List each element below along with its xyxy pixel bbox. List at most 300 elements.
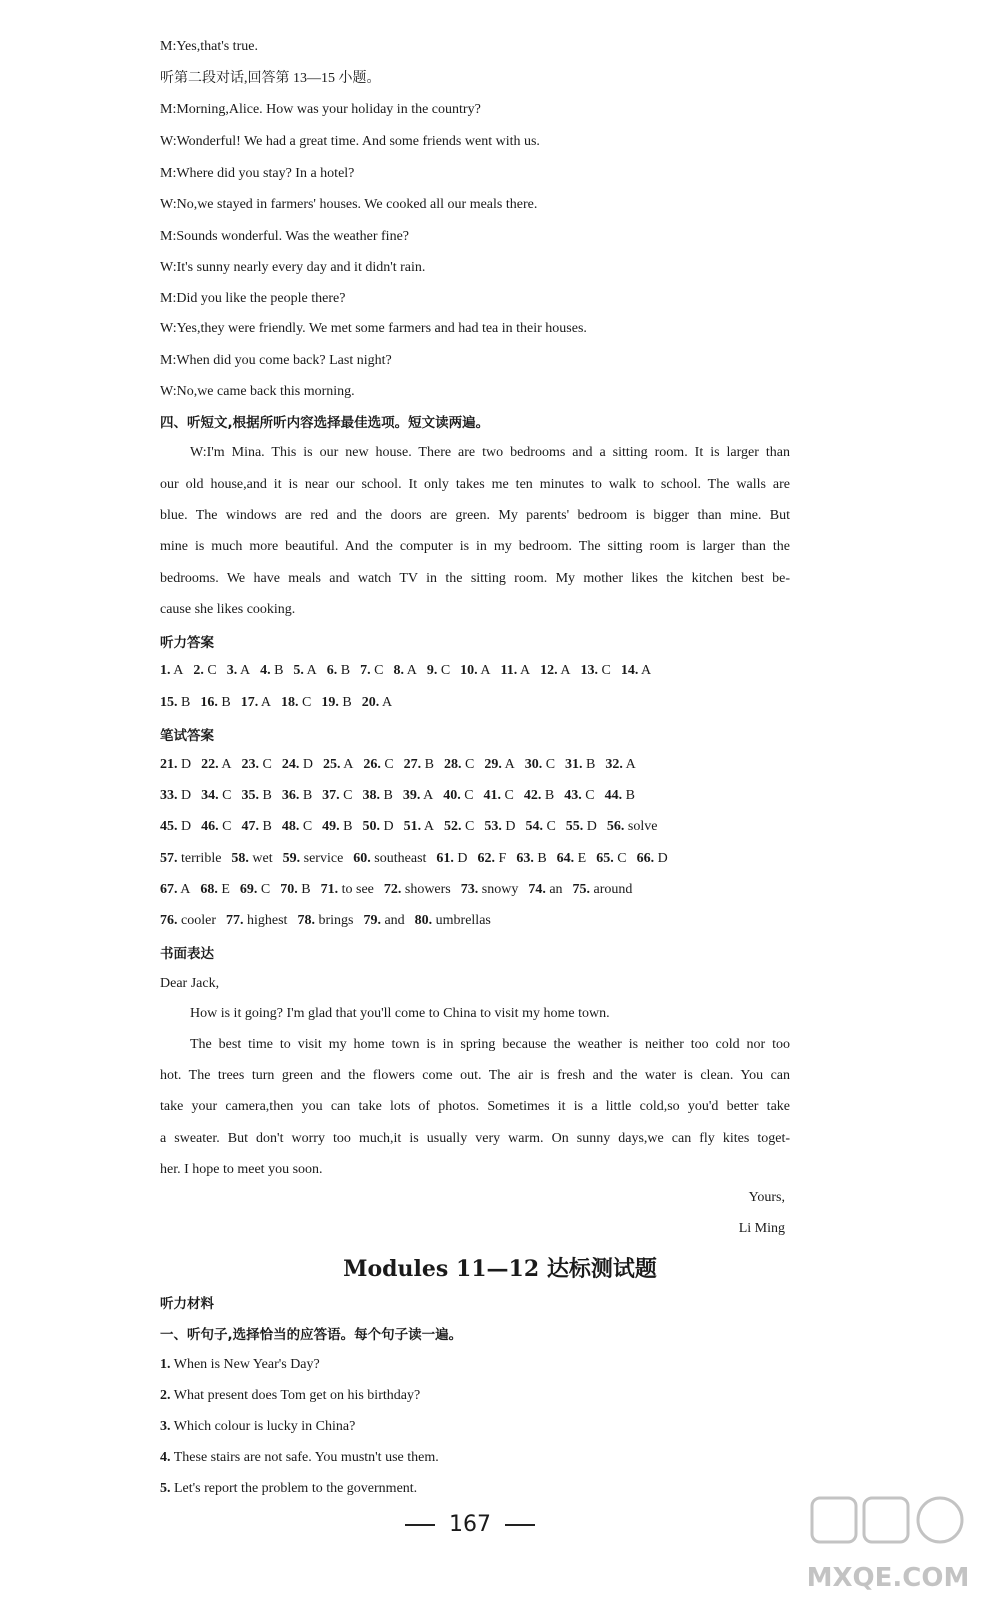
question-number: 34. — [201, 788, 219, 803]
listening-answer-item — [580, 662, 610, 680]
written-answer-item — [564, 787, 594, 805]
answer-value: C — [465, 757, 475, 772]
question-number: 58. — [231, 851, 249, 866]
written-answer-item — [282, 818, 312, 836]
question-number: 4. — [260, 663, 271, 678]
answer-value: A — [406, 663, 417, 678]
written-answer-item — [484, 818, 515, 836]
question-number: 48. — [281, 819, 300, 834]
written-answer-item — [444, 756, 474, 774]
watermark-logo — [804, 1492, 972, 1596]
question-number: 15. — [160, 695, 178, 710]
written-answer-item — [404, 818, 434, 836]
written-answer-item — [443, 787, 473, 805]
answer-value: C — [262, 757, 272, 772]
answer-value: D — [505, 819, 516, 834]
question-item — [160, 1356, 320, 1374]
answer-value: B — [262, 819, 272, 834]
passage-line: W:I'm Mina. This is our new house. There are two bedrooms and a sitting room. It is larger than — [190, 445, 790, 460]
written-answer-item — [528, 881, 562, 899]
passage-line: our old house,and it is near our school. It only takes me ten minutes to walk to school. The walls are — [160, 477, 790, 492]
question-number: 63. — [516, 851, 534, 866]
answer-value: C — [260, 882, 271, 897]
answer-value: C — [207, 663, 217, 678]
module-title: Modules 11—12 达标测试题 — [343, 1256, 657, 1282]
letter-body-line: her. I hope to meet you soon. — [160, 1162, 323, 1177]
question-number: 7. — [360, 663, 371, 678]
letter-greeting: Dear Jack, — [160, 976, 220, 991]
written-answer-item — [565, 756, 595, 774]
answer-value: wet — [252, 851, 273, 866]
letter-closing: Yours, — [748, 1190, 785, 1205]
answer-value: around — [593, 882, 633, 897]
answer-value: umbrellas — [435, 913, 491, 928]
answer-value: D — [586, 819, 597, 834]
answer-value: A — [504, 757, 515, 772]
written-answer-item — [160, 850, 221, 868]
question-number: 12. — [540, 663, 558, 678]
answer-value: E — [577, 851, 587, 866]
question-text: These stairs are not safe. You mustn't use them. — [173, 1450, 439, 1465]
question-number: 46. — [201, 819, 219, 834]
answer-value: southeast — [374, 851, 427, 866]
question-number: 6. — [326, 663, 338, 678]
answer-value: B — [342, 695, 352, 710]
dialogue-line: M:When did you come back? Last night? — [160, 353, 392, 368]
listening-material-heading: 听力材料 — [160, 1296, 214, 1312]
answer-value: C — [384, 757, 394, 772]
dialogue-line: W:No,we came back this morning. — [160, 384, 355, 399]
answer-value: D — [181, 788, 192, 803]
listening-answer-item — [501, 662, 531, 680]
written-answer-item — [607, 818, 658, 836]
written-answer-item — [322, 787, 352, 805]
dialogue-line: W:Yes,they were friendly. We met some farmers and had tea in their houses. — [160, 321, 587, 336]
written-answer-item — [282, 756, 313, 774]
question-number: 10. — [460, 663, 478, 678]
answer-value: C — [374, 663, 384, 678]
written-answer-item — [524, 787, 554, 805]
answer-value: A — [641, 663, 652, 678]
listening-answer-item — [200, 694, 230, 712]
question-number: 1. — [160, 1357, 171, 1372]
answer-value: B — [221, 695, 231, 710]
question-text: Which colour is lucky in China? — [173, 1419, 356, 1434]
answer-value: B — [537, 851, 547, 866]
listening-answers-heading: 听力答案 — [160, 635, 214, 651]
answer-value: B — [302, 788, 313, 803]
question-number: 67. — [160, 882, 178, 897]
written-answer-item — [384, 881, 451, 899]
question-number: 47. — [241, 819, 259, 834]
written-answer-item — [160, 818, 191, 836]
question-number: 33. — [160, 788, 178, 803]
question-number: 60. — [353, 851, 371, 866]
listening-answer-item — [227, 662, 250, 680]
written-answer-row — [160, 756, 646, 774]
passage-line: blue. The windows are red and the doors are green. My parents' bedroom is bigger than mine. But — [160, 508, 790, 523]
question-number: 1. — [160, 663, 171, 678]
written-answer-item — [282, 787, 312, 805]
answer-value: an — [549, 882, 563, 897]
dialogue-line: M:Morning,Alice. How was your holiday in the country? — [160, 102, 481, 117]
question-number: 3. — [160, 1419, 171, 1434]
answer-value: C — [585, 788, 595, 803]
answer-value: and — [384, 913, 405, 928]
question-number: 57. — [160, 851, 178, 866]
written-answer-item — [241, 756, 271, 774]
question-number: 59. — [282, 851, 301, 866]
written-answer-item — [241, 787, 271, 805]
page-number-dash-left — [405, 1524, 435, 1526]
question-number: 26. — [363, 757, 381, 772]
written-answers-heading: 笔试答案 — [160, 728, 214, 744]
question-number: 36. — [281, 788, 300, 803]
question-number: 49. — [322, 819, 340, 834]
answer-value: C — [504, 788, 514, 803]
page-number — [0, 1512, 940, 1537]
question-item — [160, 1387, 420, 1405]
question-item — [160, 1449, 439, 1467]
listening-answer-item — [327, 662, 350, 680]
answer-value: C — [601, 663, 611, 678]
watermark-text: MXQE.COM — [806, 1563, 970, 1593]
written-answer-item — [297, 912, 353, 930]
written-answer-item — [478, 850, 507, 868]
passage-line: mine is much more beautiful. And the computer is in my bedroom. The sitting room is larger than the — [160, 539, 790, 554]
written-answer-item — [201, 787, 231, 805]
answer-value: service — [303, 851, 344, 866]
question-number: 55. — [565, 819, 584, 834]
listening-answer-item — [540, 662, 570, 680]
question-number: 45. — [160, 819, 178, 834]
written-answer-item — [353, 850, 426, 868]
written-answer-item — [231, 850, 272, 868]
dialogue-line: 听第二段对话,回答第 13—15 小题。 — [160, 71, 381, 86]
answer-value: A — [306, 663, 317, 678]
answer-value: D — [457, 851, 468, 866]
question-number: 62. — [477, 851, 496, 866]
answer-value: A — [519, 663, 531, 678]
question-number: 32. — [605, 757, 623, 772]
answer-value: D — [657, 851, 668, 866]
letter-body-line: take your camera,then you can take lots of photos. Sometimes it is a little cold,so you'd better take — [160, 1099, 790, 1114]
question-number: 19. — [321, 695, 339, 710]
question-number: 77. — [225, 913, 244, 928]
question-number: 23. — [241, 757, 259, 772]
listening-answer-item — [293, 662, 316, 680]
listening-answer-item — [393, 662, 416, 680]
answer-value: A — [180, 882, 191, 897]
written-answer-item — [322, 818, 352, 836]
question-number: 28. — [444, 757, 462, 772]
written-answer-item — [363, 787, 393, 805]
written-answer-item — [321, 881, 374, 899]
answer-value: terrible — [181, 851, 222, 866]
answer-value: A — [480, 663, 491, 678]
answer-value: B — [544, 788, 555, 803]
question-item — [160, 1480, 417, 1498]
written-answer-item — [363, 912, 404, 930]
answer-value: A — [239, 663, 251, 678]
question-text: When is New Year's Day? — [173, 1357, 320, 1372]
section-1-heading: 一、听句子,选择恰当的应答语。每个句子读一遍。 — [160, 1327, 463, 1343]
writing-heading: 书面表达 — [160, 946, 214, 962]
answer-value: D — [302, 757, 313, 772]
written-answer-item — [241, 818, 271, 836]
letter-body-line: hot. The trees turn green and the flowers come out. The air is fresh and the water is clean. You can — [160, 1068, 790, 1083]
listening-answer-item — [427, 662, 450, 680]
written-answer-row — [160, 850, 678, 868]
written-answer-item — [525, 818, 555, 836]
written-answer-item — [573, 881, 633, 899]
question-number: 35. — [241, 788, 259, 803]
answer-value: D — [181, 819, 192, 834]
answer-value: B — [301, 882, 311, 897]
answer-value: B — [274, 663, 284, 678]
question-number: 2. — [160, 1388, 171, 1403]
question-number: 17. — [240, 695, 259, 710]
question-number: 70. — [280, 882, 298, 897]
answer-value: C — [617, 851, 627, 866]
question-number: 22. — [201, 757, 219, 772]
written-answer-item — [160, 881, 190, 899]
written-answer-item — [160, 912, 216, 930]
question-number: 5. — [293, 663, 304, 678]
listening-answer-item — [241, 694, 271, 712]
letter-opening-line: How is it going? I'm glad that you'll come to China to visit my home town. — [190, 1006, 610, 1021]
dialogue-line: M:Where did you stay? In a hotel? — [160, 166, 355, 181]
section-4-heading: 四、听短文,根据所听内容选择最佳选项。短文读两遍。 — [160, 415, 490, 431]
answer-value: F — [498, 851, 507, 866]
question-number: 25. — [322, 757, 341, 772]
question-number: 31. — [565, 757, 583, 772]
question-number: 18. — [281, 695, 299, 710]
listening-answer-item — [260, 662, 283, 680]
question-number: 53. — [484, 819, 502, 834]
answer-value: E — [221, 882, 230, 897]
dialogue-line: M:Sounds wonderful. Was the weather fine? — [160, 229, 409, 244]
answer-value: C — [464, 819, 475, 834]
question-number: 73. — [460, 882, 479, 897]
answer-value: B — [343, 819, 353, 834]
written-answer-item — [605, 756, 635, 774]
question-number: 72. — [383, 882, 402, 897]
answer-value: cooler — [181, 913, 216, 928]
dialogue-line: W:No,we stayed in farmers' houses. We cooked all our meals there. — [160, 197, 538, 212]
written-answer-item — [201, 756, 231, 774]
answer-value: A — [560, 663, 571, 678]
written-answer-row — [160, 818, 667, 836]
page-number-dash-right — [505, 1524, 535, 1526]
written-answer-item — [280, 881, 310, 899]
written-answer-item — [404, 756, 434, 774]
written-answer-item — [363, 756, 393, 774]
written-answer-item — [516, 850, 546, 868]
question-number: 43. — [564, 788, 582, 803]
written-answer-item — [444, 818, 474, 836]
answer-value: B — [424, 757, 434, 772]
answer-value: A — [221, 757, 232, 772]
question-number: 5. — [160, 1481, 171, 1496]
answer-value: A — [381, 695, 393, 710]
question-number: 69. — [239, 882, 258, 897]
written-answer-item — [415, 912, 491, 930]
letter-body-line: a sweater. But don't worry too much,it is usually very warm. On sunny days,we can fly kites toget- — [160, 1131, 790, 1146]
written-answer-item — [323, 756, 353, 774]
written-answer-item — [484, 756, 514, 774]
answer-value: D — [181, 757, 192, 772]
question-number: 40. — [443, 788, 461, 803]
written-answer-item — [557, 850, 587, 868]
written-answer-item — [363, 818, 394, 836]
question-number: 11. — [500, 663, 518, 678]
answer-value: A — [625, 757, 636, 772]
answer-value: A — [343, 757, 354, 772]
listening-answer-item — [360, 662, 383, 680]
question-number: 80. — [414, 913, 433, 928]
answer-value: C — [302, 695, 312, 710]
question-number: 79. — [363, 913, 381, 928]
page-number-text: 167 — [449, 1512, 491, 1537]
question-number: 51. — [403, 819, 422, 834]
written-answer-item — [226, 912, 287, 930]
letter-body-line: The best time to visit my home town is in spring because the weather is neither too cold nor too — [190, 1037, 790, 1052]
question-text: Let's report the problem to the government. — [174, 1481, 418, 1496]
question-number: 76. — [160, 913, 178, 928]
question-number: 65. — [596, 851, 614, 866]
question-number: 4. — [160, 1450, 171, 1465]
question-number: 75. — [572, 882, 591, 897]
written-answer-item — [201, 818, 231, 836]
question-number: 29. — [484, 757, 502, 772]
question-number: 3. — [226, 663, 238, 678]
question-number: 78. — [297, 913, 315, 928]
listening-answer-row — [160, 694, 402, 712]
listening-answer-item — [321, 694, 351, 712]
answer-value: B — [262, 788, 272, 803]
question-item — [160, 1418, 355, 1436]
listening-answer-item — [160, 662, 183, 680]
written-answer-item — [566, 818, 597, 836]
question-number: 41. — [483, 788, 502, 803]
answer-value: snowy — [481, 882, 519, 897]
written-answer-item — [160, 787, 191, 805]
answer-value: A — [260, 695, 272, 710]
answer-value: B — [625, 788, 635, 803]
written-answer-item — [484, 787, 514, 805]
dialogue-line: W:It's sunny nearly every day and it didn't rain. — [160, 260, 426, 275]
question-number: 71. — [320, 882, 339, 897]
answer-value: B — [586, 757, 596, 772]
answer-value: brings — [318, 913, 354, 928]
answer-value: A — [423, 819, 434, 834]
answer-value: solve — [627, 819, 658, 834]
question-number: 64. — [556, 851, 575, 866]
passage-line: bedrooms. We have meals and watch TV in the sitting room. My mother likes the kitchen best be- — [160, 571, 790, 586]
question-number: 38. — [362, 788, 380, 803]
question-number: 14. — [620, 663, 639, 678]
answer-value: C — [343, 788, 353, 803]
dialogue-line: M:Yes,that's true. — [160, 39, 258, 54]
question-number: 20. — [361, 695, 380, 710]
question-text: What present does Tom get on his birthday? — [173, 1388, 421, 1403]
listening-answer-item — [281, 694, 311, 712]
written-answer-item — [403, 787, 433, 805]
question-number: 42. — [523, 788, 542, 803]
question-number: 27. — [403, 757, 422, 772]
listening-answer-row — [160, 662, 661, 680]
dialogue-line: M:Did you like the people there? — [160, 291, 346, 306]
written-answer-item — [605, 787, 635, 805]
written-answer-row — [160, 881, 642, 899]
question-number: 44. — [604, 788, 623, 803]
answer-value: C — [302, 819, 313, 834]
passage-line: cause she likes cooking. — [160, 602, 296, 617]
listening-answer-item — [362, 694, 392, 712]
written-answer-row — [160, 787, 645, 805]
answer-value: B — [340, 663, 351, 678]
answer-value: C — [545, 757, 556, 772]
answer-value: C — [222, 819, 232, 834]
listening-answer-item — [160, 694, 190, 712]
question-number: 61. — [436, 851, 454, 866]
letter-signature: Li Ming — [738, 1221, 785, 1236]
question-number: 2. — [193, 663, 204, 678]
question-number: 16. — [200, 695, 218, 710]
answer-value: A — [423, 788, 434, 803]
answer-value: B — [383, 788, 393, 803]
answer-value: to see — [341, 882, 374, 897]
written-answer-item — [436, 850, 467, 868]
written-answer-item — [637, 850, 668, 868]
question-number: 30. — [524, 757, 543, 772]
listening-answer-item — [460, 662, 490, 680]
dialogue-line: W:Wonderful! We had a great time. And some friends went with us. — [160, 134, 540, 149]
question-number: 21. — [160, 757, 178, 772]
written-answer-item — [461, 881, 519, 899]
written-answer-item — [525, 756, 555, 774]
written-answer-item — [596, 850, 626, 868]
written-answer-item — [283, 850, 344, 868]
written-answer-item — [160, 756, 191, 774]
question-number: 8. — [393, 663, 404, 678]
answer-value: C — [440, 663, 451, 678]
question-number: 66. — [636, 851, 655, 866]
question-number: 9. — [426, 663, 438, 678]
question-number: 52. — [443, 819, 462, 834]
answer-value: showers — [404, 882, 451, 897]
question-number: 54. — [525, 819, 543, 834]
question-number: 68. — [200, 882, 218, 897]
answer-value: C — [546, 819, 556, 834]
answer-value: highest — [246, 913, 288, 928]
question-number: 50. — [362, 819, 380, 834]
question-number: 37. — [322, 788, 340, 803]
answer-value: C — [464, 788, 474, 803]
answer-value: B — [181, 695, 191, 710]
answer-value: A — [173, 663, 184, 678]
listening-answer-item — [193, 662, 216, 680]
written-answer-item — [200, 881, 230, 899]
question-number: 13. — [580, 663, 598, 678]
listening-answer-item — [621, 662, 651, 680]
question-number: 24. — [281, 757, 300, 772]
question-number: 56. — [606, 819, 625, 834]
written-answer-row — [160, 912, 501, 930]
question-number: 74. — [528, 882, 546, 897]
answer-value: D — [383, 819, 394, 834]
